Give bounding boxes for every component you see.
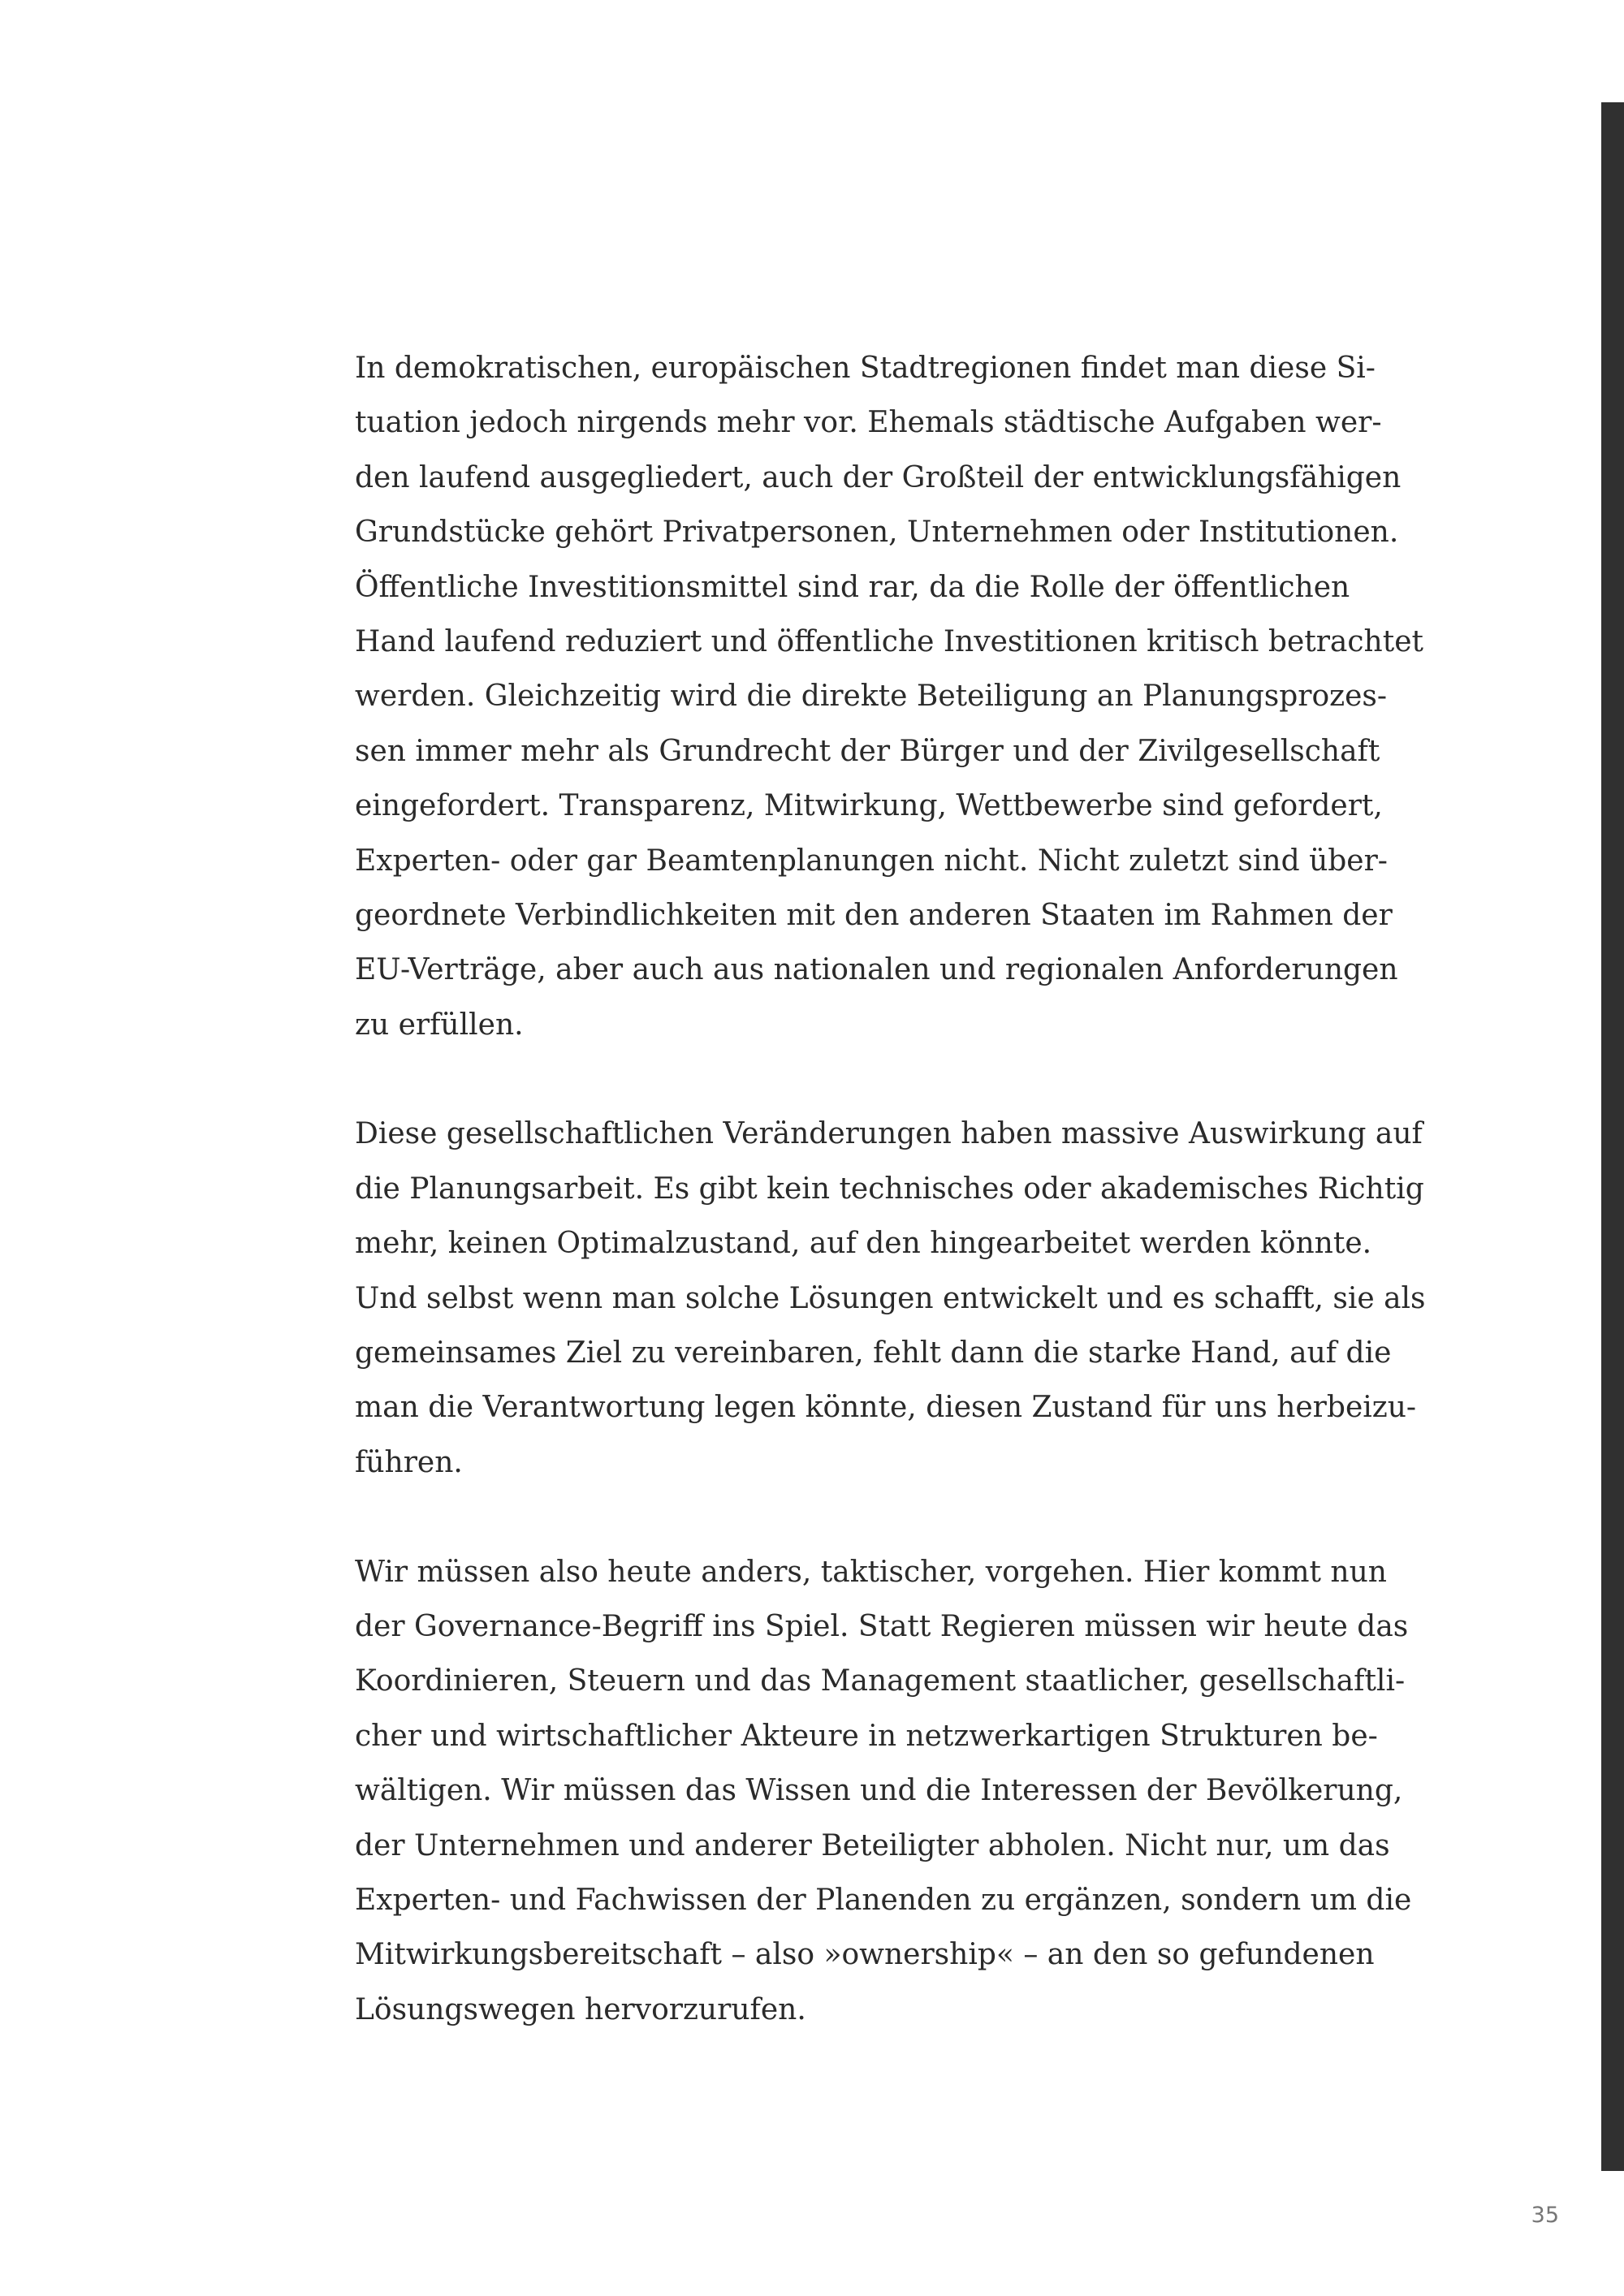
text-line: Koordinieren, Steuern und das Management staatlicher, gesellschaftli- (355, 1664, 1406, 1698)
text-line: tuation jedoch nirgends mehr vor. Ehemals städtische Aufgaben wer- (355, 406, 1382, 440)
text-line: EU-Verträge, aber auch aus nationalen und regionalen Anforderungen (355, 953, 1398, 987)
chapter-side-bar (1601, 102, 1624, 2171)
text-line: mehr, keinen Optimalzustand, auf den hingearbeitet werden könnte. (355, 1227, 1372, 1261)
paragraph-spacer (355, 1052, 1309, 1107)
text-line: der Unternehmen und anderer Beteiligter abholen. Nicht nur, um das (355, 1828, 1390, 1862)
page-number: 35 (1531, 2203, 1559, 2228)
text-line: wältigen. Wir müssen das Wissen und die Interessen der Bevölkerung, (355, 1774, 1403, 1808)
text-line: die Planungsarbeit. Es gibt kein technisches oder akademisches Richtig (355, 1172, 1424, 1206)
text-line: eingefordert. Transparenz, Mitwirkung, Wettbewerbe sind gefordert, (355, 789, 1383, 823)
text-line: Grundstücke gehört Privatpersonen, Unternehmen oder Institutionen. (355, 516, 1399, 550)
paragraph-3 (355, 1545, 1412, 2038)
text-line: der Governance-Begriff ins Spiel. Statt Regieren müssen wir heute das (355, 1609, 1409, 1643)
text-line: Wir müssen also heute anders, taktischer, vorgehen. Hier kommt nun (355, 1555, 1387, 1589)
text-line: führen. (355, 1445, 463, 1479)
text-line: Öffentliche Investitionsmittel sind rar, da die Rolle der öffentlichen (355, 570, 1350, 604)
text-line: Hand laufend reduziert und öffentliche Investitionen kritisch betrachtet (355, 624, 1423, 658)
paragraph-1 (355, 341, 1423, 1052)
paragraph-spacer (355, 1490, 1309, 1544)
paragraph-2 (355, 1107, 1426, 1490)
text-line: Diese gesellschaftlichen Veränderungen haben massive Auswirkung auf (355, 1117, 1423, 1151)
text-line: den laufend ausgegliedert, auch der Großteil der entwicklungsfähigen (355, 460, 1402, 494)
text-line: sen immer mehr als Grundrecht der Bürger und der Zivilgesellschaft (355, 734, 1380, 768)
text-line: Experten- und Fachwissen der Planenden zu ergänzen, sondern um die (355, 1883, 1412, 1917)
text-line: Lösungswegen hervorzurufen. (355, 1992, 806, 2026)
text-line: Und selbst wenn man solche Lösungen entwickelt und es schafft, sie als (355, 1281, 1426, 1315)
text-line: Mitwirkungsbereitschaft – also »ownership« – an den so gefundenen (355, 1938, 1375, 1972)
text-line: zu erfüllen. (355, 1008, 524, 1042)
text-line: man die Verantwortung legen könnte, diesen Zustand für uns herbeizu- (355, 1391, 1417, 1425)
text-line: werden. Gleichzeitig wird die direkte Beteiligung an Planungsprozes- (355, 680, 1388, 714)
text-line: geordnete Verbindlichkeiten mit den anderen Staaten im Rahmen der (355, 898, 1393, 932)
text-line: cher und wirtschaftlicher Akteure in netzwerkartigen Strukturen be- (355, 1719, 1378, 1753)
text-line: In demokratischen, europäischen Stadtregionen findet man diese Si- (355, 352, 1376, 385)
text-line: Experten- oder gar Beamtenplanungen nicht. Nicht zuletzt sind über- (355, 844, 1388, 878)
text-line: gemeinsames Ziel zu vereinbaren, fehlt dann die starke Hand, auf die (355, 1336, 1392, 1370)
body-text (355, 341, 1426, 2037)
